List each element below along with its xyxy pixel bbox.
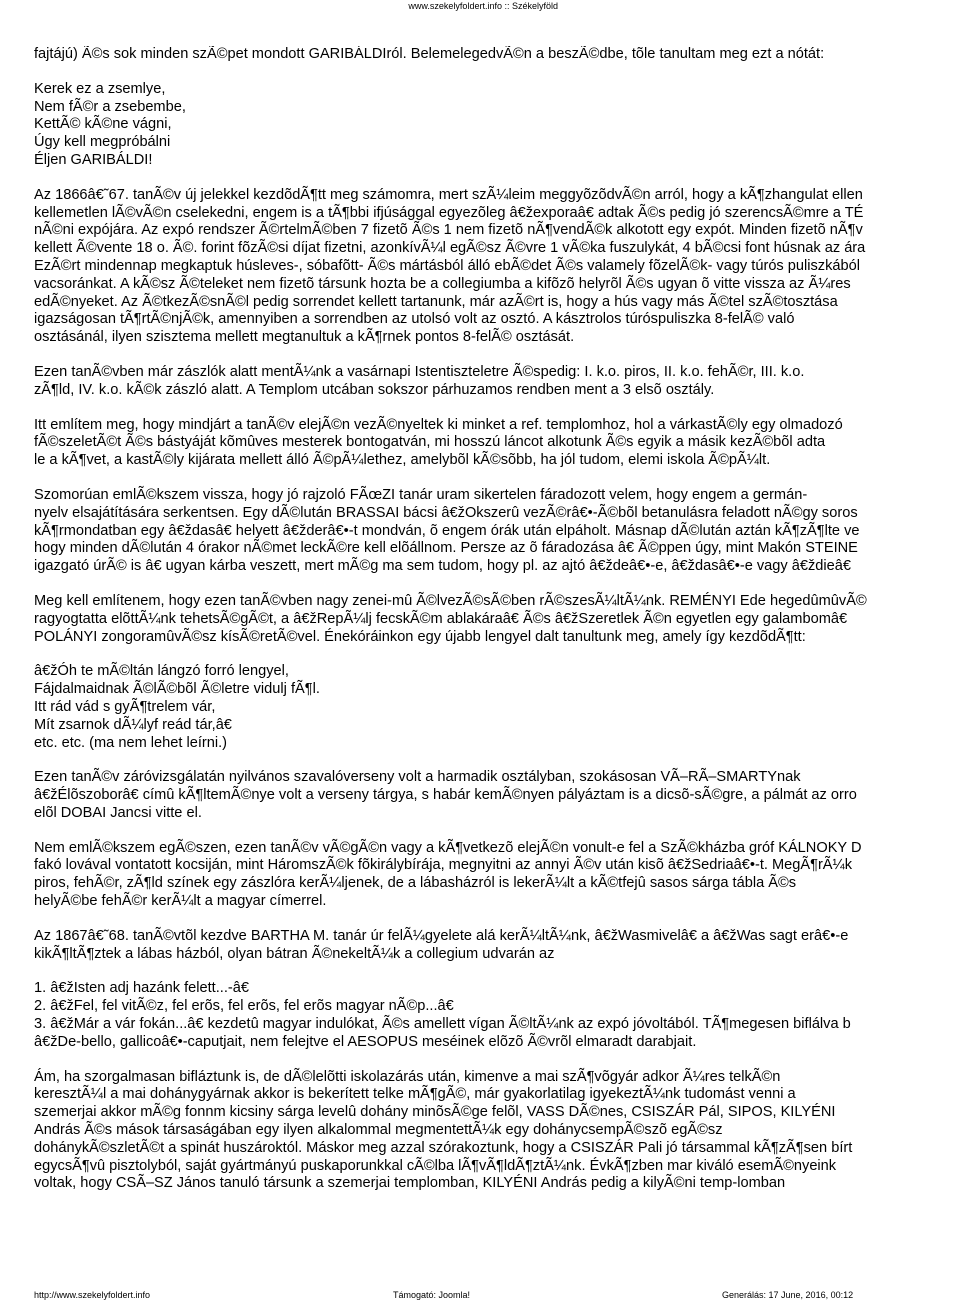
text-line: nÃ©ni expójára. Az expó rendszer Ã©rtelmÃ©ben 7 fizetõ Ã©s 1 nem fizetõ nÃ¶vendÃ©k alkotott egy expót. Minden fizetõ nÃ¶v: [34, 222, 863, 239]
article-body: [34, 46, 960, 1193]
text-line: piros, fehÃ©r, zÃ¶ld színek egy zászlóra kerÃ¼ljenek, de a lábasházról is lekerÃ¼lt a kÃ©tfejû sasos sárga tábla Ã©s: [34, 875, 797, 892]
text-line: kellett Ã©vente 18 o. Ã©. forint fõzÃ©si díjat fizetni, azonkívÃ¼l egÃ©sz Ã©vre 1 vÃ©ka fuszulykát, 4 bÃ©csi font húsnak az ára: [34, 240, 866, 257]
text-line: KettÃ© kÃ©ne vágni,: [34, 116, 172, 133]
text-line: András Ã©s mások társaságában egy ilyen alkalommal megmentettÃ¼k egy dohánycsempÃ©szõ egÃ©sz: [34, 1122, 723, 1139]
text-line: igazgató úrÃ© is â€ ugyan kárba veszett, mert mÃ©g ma sem tudom, hogy pl. az ajtó â€ždeâ€•-e, â€ždasâ€•-e vagy â€ždieâ€: [34, 558, 851, 575]
text-line: kellemetlen lÃ©vÃ©n cselekedni, engem is a tÃ¶bbi ifjúsággal egyezõleg â€žexporaâ€ adtak Ã©s pedig jó szerencsÃ©mre a TÉ: [34, 204, 864, 221]
text-line: etc. etc. (ma nem lehet leírni.): [34, 734, 228, 751]
site-header: [0, 0, 960, 14]
text-line: EzÃ©rt mindennap megkaptuk húsleves-, sóbafõtt- Ã©s mártásból álló ebÃ©det Ã©s valamely fõzelÃ©k- vagy túrós puliszkából: [34, 257, 860, 274]
text-line: 1. â€žIsten adj hazánk felett...-â€: [34, 980, 249, 997]
text-line: â€žÉlõszoborâ€ címû kÃ¶ltemÃ©nye volt a verseny tárgya, s habár kemÃ©nyen pályáztam is a dicsõ-sÃ©gre, a pálmát az orro: [34, 787, 857, 804]
footer-generated: Generálás: 17 June, 2016, 00:12: [722, 1290, 854, 1300]
text-line: Meg kell említenem, hogy ezen tanÃ©vben nagy zenei-mû Ã©lvezÃ©sÃ©ben rÃ©szesÃ¼ltÃ¼nk. REMÉNYI Ede hegedûmûvÃ©: [34, 592, 867, 609]
text-line: helyÃ©be fehÃ©r kerÃ¼lt a magyar címerrel.: [34, 893, 327, 910]
text-line: Nem emlÃ©kszem egÃ©szen, ezen tanÃ©v vÃ©gÃ©n vagy a kÃ¶vetkezõ elejÃ©n vonult-e fel a SzÃ©kházba gróf KÁLNOKY D: [34, 839, 862, 856]
site-header-label: www.szekelyfoldert.info :: Székelyföld: [408, 1, 558, 11]
text-line: Nem fÃ©r a zsebembe,: [34, 98, 186, 115]
paragraph-gap: [34, 1052, 960, 1069]
text-line: Fájdalmaidnak Ã©lÃ©bõl Ã©letre vidulj fÃ¶l.: [34, 681, 320, 698]
paragraph-gap: [34, 470, 960, 487]
text-line: vacsoránkat. A kÃ©sz Ã©teleket nem fizetõ társunk hozta be a collegiumba a kifõzõ helyrõl Ã©s ugyan õ vitte vissza az Ã¼res: [34, 275, 851, 292]
paragraph-gap: [34, 347, 960, 364]
text-line: POLÁNYI zongoramûvÃ©sz kísÃ©retÃ©vel. Énekóráinkon egy újabb lengyel dalt tanultunk meg, amely így kezdõdÃ¶tt:: [34, 628, 806, 645]
text-line: igazságosan tÃ¶rtÃ©njÃ©k, amennyiben a sorrendben az utolsó volt az osztó. A kásztrolos túróspuliszka 8-felÃ© való: [34, 311, 795, 328]
text-line: ragyogtatta elõttÃ¼nk tehetsÃ©gÃ©t, a â€žRepÃ¼lj fecskÃ©m ablakáraâ€ Ã©s â€žSzeretlek Ã©n egyetlen egy galambomâ€: [34, 610, 848, 627]
text-line: zÃ¶ld, IV. k.o. kÃ©k zászló alatt. A Templom utcában sokszor párhuzamos rendben ment a 3 elsõ osztály.: [34, 381, 715, 398]
text-line: Mít zsarnok dÃ¼lyf reád tár,â€: [34, 716, 232, 733]
footer-url: http://www.szekelyfoldert.info: [34, 1290, 151, 1300]
text-line: elõl DOBAI Jancsi vitte el.: [34, 804, 202, 821]
text-line: fÃ©szeletÃ©t Ã©s bástyáját kõmûves mesterek bontogatván, mi hosszú láncot alkotunk Ã©s egyik a másik kezÃ©bõl adta: [34, 434, 826, 451]
text-line: szemerjai akkor mÃ©g fonnm kicsiny sárga levelû dohány minõsÃ©ge felõl, VASS DÃ©nes, CSISZÁR Pál, SIPOS, KILYÉNI: [34, 1104, 836, 1121]
paragraph-gap: [34, 646, 960, 663]
paragraph-gap: [34, 400, 960, 417]
text-line: Itt említem meg, hogy mindjárt a tanÃ©v elejÃ©n vezÃ©nyeltek ki minket a ref. templomhoz, hol a várkastÃ©ly egy olmadozó: [34, 416, 843, 433]
text-line: Az 1867â€˜68. tanÃ©vtõl kezdve BARTHA M. tanár úr felÃ¼gyelete alá kerÃ¼ltÃ¼nk, â€žWasmivelâ€ a â€žWas sagt erâ€•-e: [34, 927, 849, 944]
text-line: nyelv elsajátítására serkentsen. Egy dÃ©lután BRASSAI bácsi â€žOkszerû vezÃ©râ€•-Ã©bõl betanulásra feladott nÃ©gy soros: [34, 504, 858, 521]
paragraph-gap: [34, 911, 960, 928]
footer-sponsor: Támogató: Joomla!: [393, 1290, 471, 1300]
text-line: edÃ©nyeket. Az Ã©tkezÃ©snÃ©l pedig sorrendet kellett tartanunk, már azÃ©rt is, hogy a hús vagy más Ã©tel szÃ©tosztása: [34, 293, 838, 310]
text-line: â€žDe-bello, gallicoâ€•-caputjait, nem felejtve el AESOPUS meséinek elõzõ Ã©vrõl elmaradt darabjait.: [34, 1033, 697, 1050]
paragraph-gap: [34, 64, 960, 81]
text-line: 3. â€žMár a vár fokán...â€ kezdetû magyar indulókat, Ã©s amellett vígan Ã©ltÃ¼nk az expó jóvoltából. TÃ¶megesen biflálva b: [34, 1016, 851, 1033]
text-line: kikÃ¶ltÃ¶ztek a lábas házból, olyan bátran Ã©nekeltÃ¼k a collegium udvarán az: [34, 945, 555, 962]
text-line: le a kÃ¶vet, a kastÃ©ly kijárata mellett álló Ã©pÃ¼lethez, amelybõl kÃ©sõbb, ha jól tudom, elemi iskola Ã©pÃ¼lt.: [34, 452, 771, 469]
paragraph-gap: [34, 576, 960, 593]
text-line: fajtájú) Ã©s sok minden szÃ©pet mondott GARIBÁLDIról. BelemelegedvÃ©n a beszÃ©dbe, tõle tanultam meg ezt a nótát:: [34, 46, 825, 62]
text-line: hogy minden dÃ©lután 4 órakor nÃ©met leckÃ©re kell elõállnom. Persze az õ fáradozása â€ Ã©ppen úgy, mint Makón STEINE: [34, 540, 858, 557]
text-line: Éljen GARIBÁLDI!: [34, 151, 153, 168]
text-line: kÃ¶rmondatban egy â€ždasâ€ helyett â€žderâ€•-t mondván, õ engem órák után elpáholt. Másnap dÃ©lután aztán kÃ¶zÃ¶lte ve: [34, 522, 860, 539]
text-line: 2. â€žFel, fel vitÃ©z, fel erõs, fel erõs, fel erõs magyar nÃ©p...â€: [34, 998, 454, 1015]
text-line: osztásánál, ilyen szisztema mellett megtanultuk a kÃ¶rnek pontos 8-felÃ© osztását.: [34, 329, 575, 346]
text-line: Ezen tanÃ©vben már zászlók alatt mentÃ¼nk a vasárnapi Istentiszteletre Ã©spedig: I. k.o. piros, II. k.o. fehÃ©r, III. k.o.: [34, 363, 805, 380]
text-line: Itt rád vád s gyÃ¶trelem vár,: [34, 698, 216, 715]
paragraph-gap: [34, 963, 960, 980]
text-line: Az 1866â€˜67. tanÃ©v új jelekkel kezdõdÃ¶tt meg számomra, mert szÃ¼leim meggyõzõdvÃ©n arról, hogy a kÃ¶zhangulat ellen: [34, 186, 863, 203]
paragraph-gap: [34, 823, 960, 840]
text-line: Ám, ha szorgalmasan bifláztunk is, de dÃ©lelõtti iskolazárás után, kimenve a mai szÃ¶võgyár adkor Ã¼res telkÃ©n: [34, 1068, 781, 1085]
text-line: voltak, hogy CSÃ–SZ János tanuló társunk a szemerjai templomban, KILYÉNI András pedig a kilyÃ©ni temp-lomban: [34, 1175, 786, 1192]
text-line: fakó lovával vontatott kocsiján, mint HáromszÃ©k fõkirálybírája, megnyitni az annyi Ã©v után kisõ â€žSedriaâ€•-t. MegÃ¶rÃ¼k: [34, 857, 853, 874]
text-line: â€žÓh te mÃ©ltán lángzó forró lengyel,: [34, 663, 289, 680]
paragraph-gap: [34, 752, 960, 769]
page-footer: [0, 1289, 960, 1303]
text-line: keresztÃ¼l a mai dohánygyárnak akkor is bekerített telke mÃ¶gÃ©, már gyakorlatilag igyekeztÃ¼nk tudomást venni a: [34, 1086, 796, 1103]
text-line: Úgy kell megpróbálni: [34, 134, 171, 151]
text-line: Kerek ez a zsemlye,: [34, 80, 166, 97]
text-line: Szomorúan emlÃ©kszem vissza, hogy jó rajzoló FÃœZI tanár uram sikertelen fáradozott velem, hogy engem a germán-: [34, 486, 808, 503]
text-line: egycsÃ¶vû pisztolyból, saját gyártmányú puskaporunkkal cÃ©lba lÃ¶vÃ¶ldÃ¶ztÃ¼nk. ÉvkÃ¶zben mar kiváló esemÃ©nyeink: [34, 1157, 837, 1174]
paragraph-gap: [34, 170, 960, 187]
text-line: dohánykÃ©szletÃ©t a spinát huszároktól. Máskor meg azzal szórakoztunk, hogy a CSISZÁR Pali jó társammal kÃ¶zÃ¶sen bírt: [34, 1139, 853, 1156]
text-line: Ezen tanÃ©v záróvizsgálatán nyilvános szavalóverseny volt a harmadik osztályban, szokásosan VÃ–RÃ–SMARTYnak: [34, 769, 801, 786]
